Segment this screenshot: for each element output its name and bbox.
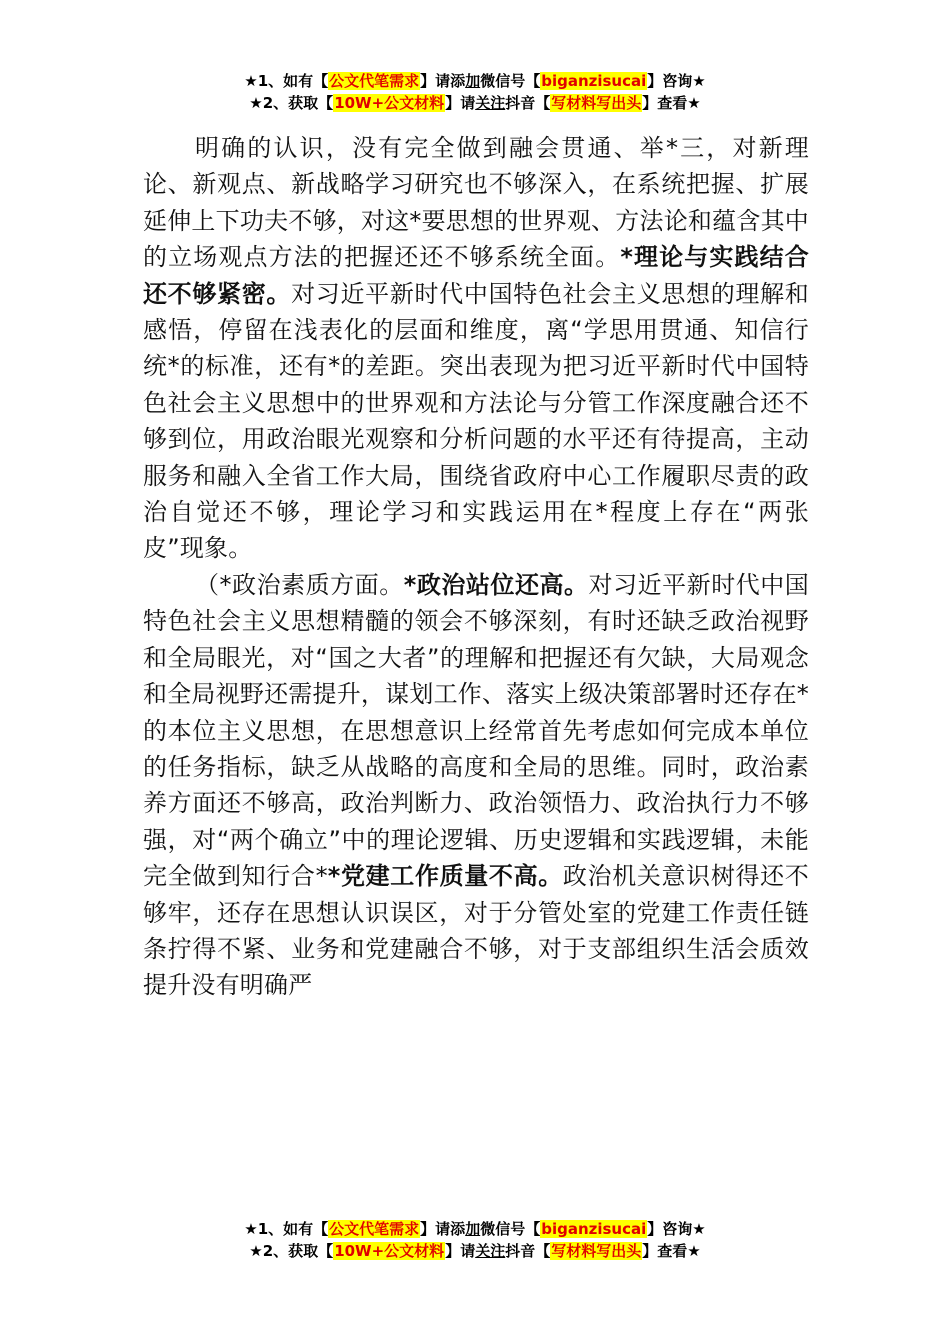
banner-underline: 加 <box>465 1220 481 1238</box>
banner-text: 】请 <box>445 94 476 112</box>
banner-text: 】咨询★ <box>647 72 706 90</box>
paragraph-text: 政治机关意识树得还不够牢，还存在思想认识误区，对于分管处室的党建工作责任链条拧得不紧、业务和党建融合不够，对于支部组织生活会质效提升没有明确严 <box>143 862 809 1000</box>
paragraph-1 <box>143 130 809 567</box>
banner-text: 】咨询★ <box>647 1220 706 1238</box>
banner-underline: 关注 <box>475 94 506 112</box>
banner-text: 】请添 <box>420 1220 466 1238</box>
banner-highlight: 10W+公文材料 <box>334 1242 445 1260</box>
banner-line-1 <box>0 70 950 92</box>
banner-text: 微信号【 <box>480 1220 541 1238</box>
banner-text: 微信号【 <box>480 72 541 90</box>
banner-text: 抖音【 <box>505 94 551 112</box>
banner-text: 】请 <box>445 1242 476 1260</box>
banner-line-2 <box>0 92 950 114</box>
banner-text: 】查看★ <box>642 1242 701 1260</box>
banner-text: ★1、如有【 <box>244 72 329 90</box>
footer-banner <box>0 1218 950 1262</box>
banner-line-2 <box>0 1240 950 1262</box>
banner-highlight: 10W+公文材料 <box>334 94 445 112</box>
paragraph-text: （*政治素质方面。 <box>195 570 404 599</box>
paragraph-text: 对习近平新时代中国特色社会主义思想精髓的领会不够深刻，有时还缺乏政治视野和全局眼光，对“国之大者”的理解和把握还有欠缺，大局观念和全局视野还需提升，谋划工作、落实上级决策部署时还存在*的本位主义思想，在思想意识上经常首先考虑如何完成本单位的任务指标，缺乏从战略的高度和全局的思维。同时，政治素养方面还不够高，政治判断力、政治领悟力、政治执行力不够强，对“两个确立”中的理论逻辑、历史逻辑和实践逻辑，未能完全做到知行合* <box>143 570 809 891</box>
banner-line-1 <box>0 1218 950 1240</box>
document-body <box>143 130 809 1004</box>
paragraph-2 <box>143 567 809 1004</box>
paragraph-heading: *党建工作质量不高。 <box>327 862 563 891</box>
banner-highlight: 公文代笔需求 <box>329 72 420 90</box>
paragraph-heading: *理论与实践结合还不够紧密。 <box>143 243 809 308</box>
paragraph-text: 对习近平新时代中国特色社会主义思想的理解和感悟，停留在浅表化的层面和维度，离“学思用贯通、知信行统*的标准，还有*的差距。突出表现为把习近平新时代中国特色社会主义思想中的世界观和方法论与分管工作深度融合还不够到位，用政治眼光观察和分析问题的水平还有待提高，主动服务和融入全省工作大局，围绕省政府中心工作履职尽责的政治自觉还不够，理论学习和实践运用在*程度上存在“两张皮”现象。 <box>143 279 809 563</box>
banner-underline: 关注 <box>475 1242 506 1260</box>
banner-underline: 加 <box>465 72 481 90</box>
banner-highlight: biganzisucai <box>541 72 647 90</box>
banner-text: 】请添 <box>420 72 466 90</box>
banner-text: 抖音【 <box>505 1242 551 1260</box>
banner-text: 】查看★ <box>642 94 701 112</box>
banner-highlight: 写材料写出头 <box>551 94 642 112</box>
header-banner <box>0 70 950 114</box>
paragraph-text: 明确的认识，没有完全做到融会贯通、举*三，对新理论、新观点、新战略学习研究也不够深入，在系统把握、扩展延伸上下功夫不够，对这*要思想的世界观、方法论和蕴含其中的立场观点方法的把握还还不够系统全面。 <box>143 134 809 272</box>
banner-text: ★1、如有【 <box>244 1220 329 1238</box>
banner-text: ★2、获取【 <box>249 1242 334 1260</box>
banner-text: ★2、获取【 <box>249 94 334 112</box>
banner-highlight: biganzisucai <box>541 1220 647 1238</box>
banner-highlight: 写材料写出头 <box>551 1242 642 1260</box>
paragraph-heading: *政治站位还高。 <box>403 570 589 599</box>
banner-highlight: 公文代笔需求 <box>329 1220 420 1238</box>
